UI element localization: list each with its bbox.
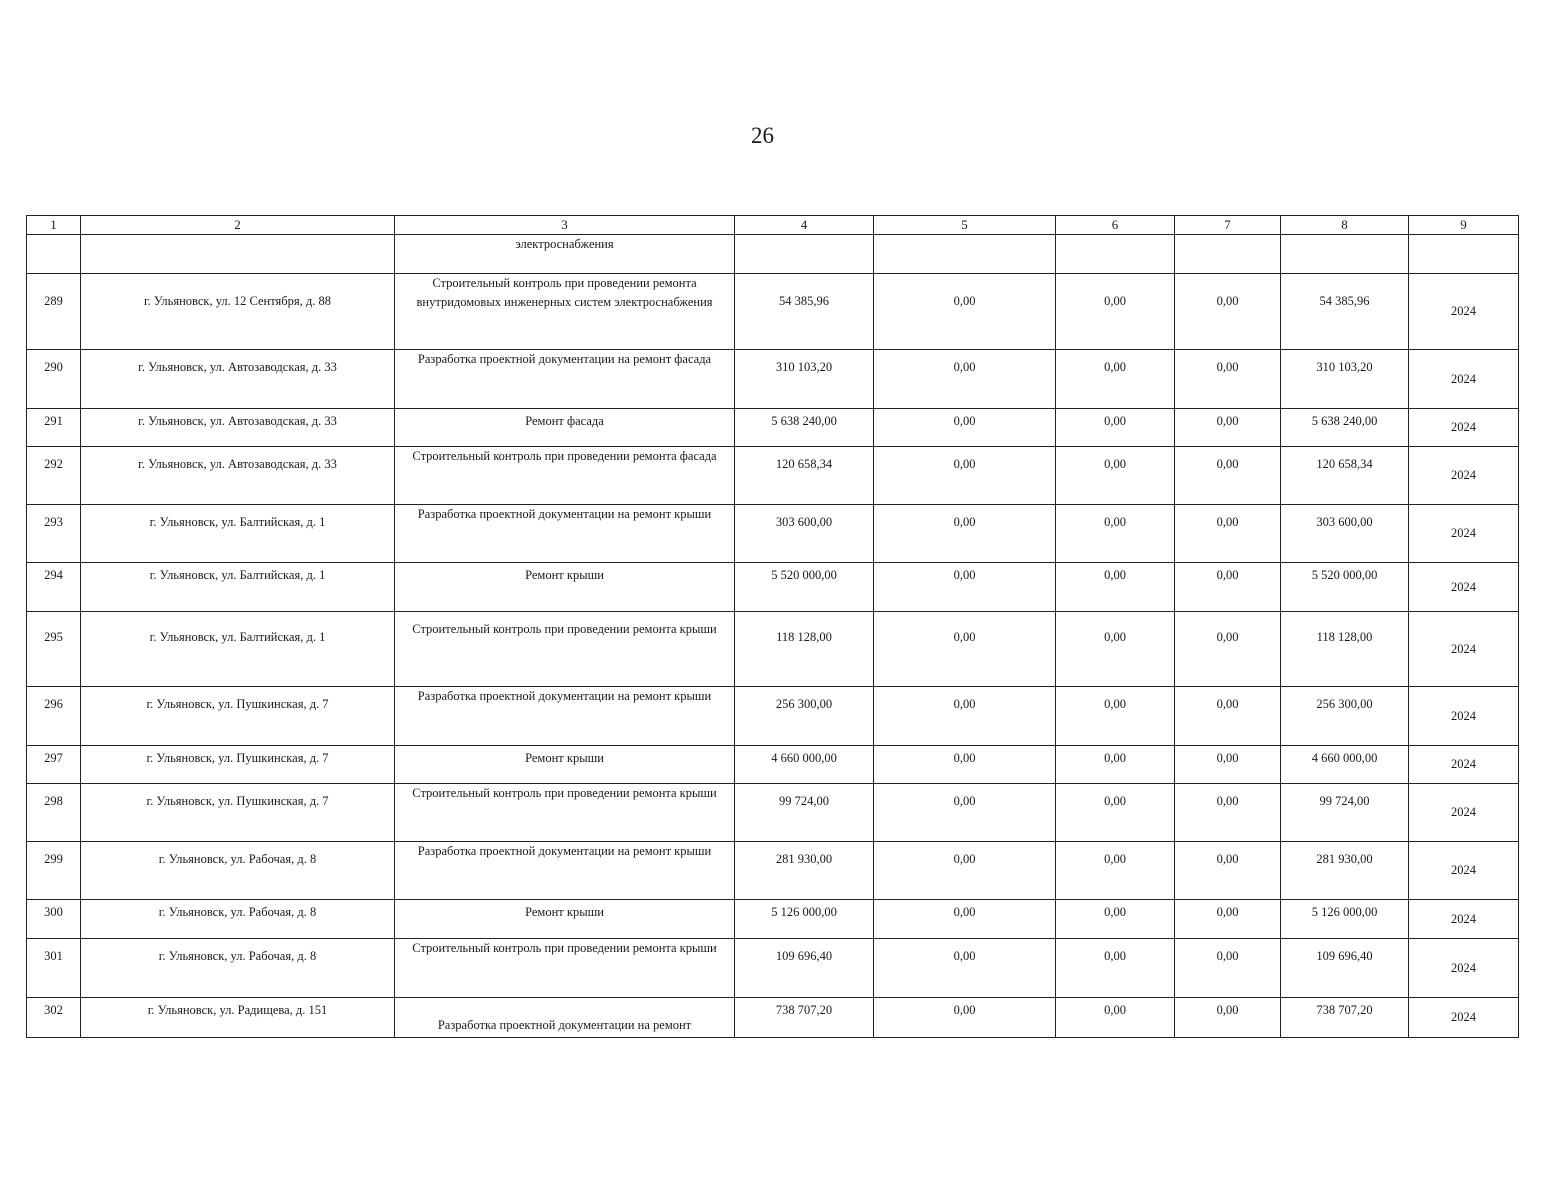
repair-program-table <box>26 215 1519 1038</box>
amount-fund-cell: 310 103,20 <box>1281 350 1409 409</box>
year-cell: 2024 <box>1409 687 1519 746</box>
amount-cell: 0,00 <box>874 998 1056 1038</box>
amount-cell: 0,00 <box>1056 784 1175 842</box>
column-number: 3 <box>395 216 735 235</box>
amount-cell <box>1175 235 1281 274</box>
table-row <box>27 998 1519 1038</box>
address-cell: г. Ульяновск, ул. Балтийская, д. 1 <box>81 563 395 612</box>
row-number: 302 <box>27 998 81 1038</box>
work-type-cell: Строительный контроль при проведении ремонта крыши <box>395 784 735 842</box>
work-type-cell: Строительный контроль при проведении ремонта крыши <box>395 939 735 998</box>
amount-cell: 0,00 <box>874 900 1056 939</box>
amount-fund-cell: 738 707,20 <box>1281 998 1409 1038</box>
amount-cell: 0,00 <box>1056 900 1175 939</box>
amount-cell: 0,00 <box>1056 842 1175 900</box>
amount-cell: 0,00 <box>1175 900 1281 939</box>
row-number: 289 <box>27 274 81 350</box>
amount-cell: 0,00 <box>1056 447 1175 505</box>
work-type-cell: Ремонт фасада <box>395 409 735 447</box>
address-cell: г. Ульяновск, ул. Радищева, д. 151 <box>81 998 395 1038</box>
address-cell: г. Ульяновск, ул. Рабочая, д. 8 <box>81 900 395 939</box>
year-cell: 2024 <box>1409 563 1519 612</box>
work-type-cell: Строительный контроль при проведении ремонта крыши <box>395 612 735 687</box>
year-cell: 2024 <box>1409 409 1519 447</box>
address-cell: г. Ульяновск, ул. Автозаводская, д. 33 <box>81 409 395 447</box>
amount-cell: 0,00 <box>1175 939 1281 998</box>
amount-total-cell: 54 385,96 <box>735 274 874 350</box>
amount-cell: 0,00 <box>1056 350 1175 409</box>
amount-cell: 0,00 <box>1056 274 1175 350</box>
row-number: 295 <box>27 612 81 687</box>
work-type-cell: Строительный контроль при проведении ремонта фасада <box>395 447 735 505</box>
year-cell: 2024 <box>1409 350 1519 409</box>
address-cell: г. Ульяновск, ул. Балтийская, д. 1 <box>81 505 395 563</box>
amount-cell: 0,00 <box>1056 998 1175 1038</box>
amount-cell: 0,00 <box>1175 612 1281 687</box>
amount-cell: 0,00 <box>1056 939 1175 998</box>
amount-cell: 0,00 <box>1056 746 1175 784</box>
amount-total-cell: 5 520 000,00 <box>735 563 874 612</box>
amount-cell: 0,00 <box>1175 563 1281 612</box>
year-cell: 2024 <box>1409 900 1519 939</box>
amount-cell: 0,00 <box>874 746 1056 784</box>
amount-cell: 0,00 <box>1056 505 1175 563</box>
amount-total-cell: 118 128,00 <box>735 612 874 687</box>
amount-fund-cell: 5 638 240,00 <box>1281 409 1409 447</box>
table-row <box>27 274 1519 350</box>
year-cell: 2024 <box>1409 842 1519 900</box>
table-row <box>27 900 1519 939</box>
row-number: 299 <box>27 842 81 900</box>
column-number-row <box>27 216 1519 235</box>
amount-fund-cell: 4 660 000,00 <box>1281 746 1409 784</box>
table-row <box>27 612 1519 687</box>
year-cell: 2024 <box>1409 612 1519 687</box>
amount-fund-cell: 256 300,00 <box>1281 687 1409 746</box>
row-number: 297 <box>27 746 81 784</box>
amount-cell: 0,00 <box>874 274 1056 350</box>
work-type-cell: Разработка проектной документации на ремонт крыши <box>395 505 735 563</box>
year-cell: 2024 <box>1409 998 1519 1038</box>
row-number: 294 <box>27 563 81 612</box>
row-number: 292 <box>27 447 81 505</box>
amount-cell: 0,00 <box>1175 505 1281 563</box>
address-cell: г. Ульяновск, ул. Пушкинская, д. 7 <box>81 784 395 842</box>
amount-cell: 0,00 <box>1175 746 1281 784</box>
amount-fund-cell: 118 128,00 <box>1281 612 1409 687</box>
table-row <box>27 235 1519 274</box>
amount-fund-cell: 5 126 000,00 <box>1281 900 1409 939</box>
column-number: 9 <box>1409 216 1519 235</box>
amount-fund-cell: 5 520 000,00 <box>1281 563 1409 612</box>
row-number: 301 <box>27 939 81 998</box>
column-number: 2 <box>81 216 395 235</box>
amount-cell: 0,00 <box>874 350 1056 409</box>
amount-cell: 0,00 <box>1056 612 1175 687</box>
work-type-cell: Разработка проектной документации на ремонт крыши <box>395 842 735 900</box>
table-row <box>27 842 1519 900</box>
year-cell: 2024 <box>1409 939 1519 998</box>
amount-total-cell: 99 724,00 <box>735 784 874 842</box>
amount-cell: 0,00 <box>1175 350 1281 409</box>
amount-cell: 0,00 <box>1175 998 1281 1038</box>
address-cell <box>81 235 395 274</box>
amount-cell <box>874 235 1056 274</box>
amount-cell: 0,00 <box>1056 409 1175 447</box>
amount-cell: 0,00 <box>874 612 1056 687</box>
year-cell: 2024 <box>1409 447 1519 505</box>
amount-cell: 0,00 <box>874 784 1056 842</box>
address-cell: г. Ульяновск, ул. Рабочая, д. 8 <box>81 842 395 900</box>
column-number: 1 <box>27 216 81 235</box>
amount-cell: 0,00 <box>874 842 1056 900</box>
year-cell: 2024 <box>1409 784 1519 842</box>
amount-total-cell: 303 600,00 <box>735 505 874 563</box>
row-number: 293 <box>27 505 81 563</box>
row-number: 300 <box>27 900 81 939</box>
amount-cell: 0,00 <box>1175 687 1281 746</box>
column-number: 6 <box>1056 216 1175 235</box>
year-cell <box>1409 235 1519 274</box>
work-type-cell: Ремонт крыши <box>395 900 735 939</box>
row-number <box>27 235 81 274</box>
address-cell: г. Ульяновск, ул. Пушкинская, д. 7 <box>81 687 395 746</box>
amount-cell <box>1056 235 1175 274</box>
work-type-cell: Разработка проектной документации на ремонт фасада <box>395 350 735 409</box>
amount-cell: 0,00 <box>1175 447 1281 505</box>
work-type-cell: Ремонт крыши <box>395 563 735 612</box>
amount-fund-cell <box>1281 235 1409 274</box>
amount-cell: 0,00 <box>1175 409 1281 447</box>
table-row <box>27 409 1519 447</box>
table-row <box>27 563 1519 612</box>
row-number: 290 <box>27 350 81 409</box>
amount-cell: 0,00 <box>874 687 1056 746</box>
amount-total-cell: 256 300,00 <box>735 687 874 746</box>
amount-cell: 0,00 <box>1175 784 1281 842</box>
column-number: 4 <box>735 216 874 235</box>
amount-cell: 0,00 <box>1056 687 1175 746</box>
table-row <box>27 687 1519 746</box>
amount-total-cell: 5 126 000,00 <box>735 900 874 939</box>
address-cell: г. Ульяновск, ул. Пушкинская, д. 7 <box>81 746 395 784</box>
amount-cell: 0,00 <box>874 447 1056 505</box>
address-cell: г. Ульяновск, ул. 12 Сентября, д. 88 <box>81 274 395 350</box>
amount-total-cell: 4 660 000,00 <box>735 746 874 784</box>
amount-cell: 0,00 <box>874 505 1056 563</box>
address-cell: г. Ульяновск, ул. Рабочая, д. 8 <box>81 939 395 998</box>
amount-cell: 0,00 <box>874 409 1056 447</box>
amount-fund-cell: 99 724,00 <box>1281 784 1409 842</box>
page-number: 26 <box>751 123 774 148</box>
amount-cell: 0,00 <box>1056 563 1175 612</box>
row-number: 296 <box>27 687 81 746</box>
amount-total-cell <box>735 235 874 274</box>
work-type-cell: Разработка проектной документации на ремонт <box>395 998 735 1038</box>
year-cell: 2024 <box>1409 274 1519 350</box>
amount-cell: 0,00 <box>1175 842 1281 900</box>
amount-total-cell: 738 707,20 <box>735 998 874 1038</box>
year-cell: 2024 <box>1409 505 1519 563</box>
amount-total-cell: 281 930,00 <box>735 842 874 900</box>
address-cell: г. Ульяновск, ул. Автозаводская, д. 33 <box>81 447 395 505</box>
amount-total-cell: 109 696,40 <box>735 939 874 998</box>
table-row <box>27 939 1519 998</box>
address-cell: г. Ульяновск, ул. Автозаводская, д. 33 <box>81 350 395 409</box>
row-number: 298 <box>27 784 81 842</box>
amount-fund-cell: 54 385,96 <box>1281 274 1409 350</box>
table-row <box>27 746 1519 784</box>
table-row <box>27 350 1519 409</box>
amount-fund-cell: 109 696,40 <box>1281 939 1409 998</box>
amount-total-cell: 5 638 240,00 <box>735 409 874 447</box>
work-type-cell: Разработка проектной документации на ремонт крыши <box>395 687 735 746</box>
column-number: 5 <box>874 216 1056 235</box>
column-number: 7 <box>1175 216 1281 235</box>
address-cell: г. Ульяновск, ул. Балтийская, д. 1 <box>81 612 395 687</box>
row-number: 291 <box>27 409 81 447</box>
work-type-cell: Строительный контроль при проведении ремонта внутридомовых инженерных систем электроснабжения <box>395 274 735 350</box>
work-type-cell: электроснабжения <box>395 235 735 274</box>
amount-cell: 0,00 <box>1175 274 1281 350</box>
amount-total-cell: 310 103,20 <box>735 350 874 409</box>
table-row <box>27 784 1519 842</box>
work-type-cell: Ремонт крыши <box>395 746 735 784</box>
amount-fund-cell: 120 658,34 <box>1281 447 1409 505</box>
year-cell: 2024 <box>1409 746 1519 784</box>
table-row <box>27 505 1519 563</box>
amount-fund-cell: 281 930,00 <box>1281 842 1409 900</box>
amount-cell: 0,00 <box>874 563 1056 612</box>
amount-fund-cell: 303 600,00 <box>1281 505 1409 563</box>
amount-cell: 0,00 <box>874 939 1056 998</box>
table-row <box>27 447 1519 505</box>
column-number: 8 <box>1281 216 1409 235</box>
amount-total-cell: 120 658,34 <box>735 447 874 505</box>
